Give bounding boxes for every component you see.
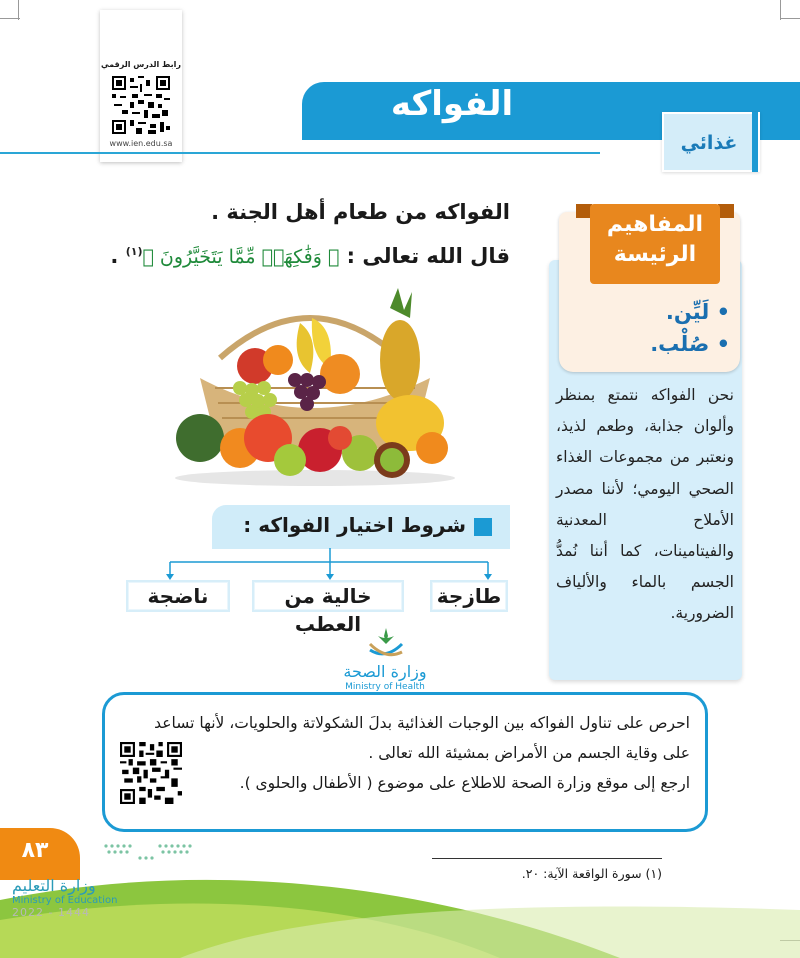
condition-option: ناضجة	[126, 580, 230, 612]
health-tip-line: احرص على تناول الفواكه بين الوجبات الغذائية بدلَ الشكولاتة والحلويات، لأنها تساعد	[154, 714, 690, 732]
intro-line-2-suffix: .	[110, 244, 119, 268]
moh-arabic-name: وزارة الصحة	[343, 662, 427, 681]
crop-mark	[0, 18, 20, 19]
top-divider-line	[0, 152, 600, 154]
qr-url[interactable]: www.ien.edu.sa	[109, 139, 173, 148]
intro-text	[90, 192, 510, 277]
moh-qr-code-icon[interactable]	[120, 742, 182, 804]
intro-line-1: الفواكه من طعام أهل الجنة .	[211, 200, 510, 224]
health-tip-text	[130, 708, 690, 798]
condition-option: خالية من العطب	[252, 580, 404, 612]
fruit-basket-image	[160, 288, 470, 488]
lesson-qr-card[interactable]	[100, 10, 182, 162]
unit-tag-label: غذائي	[680, 132, 738, 154]
key-concept-item: • لَيِّن.	[665, 300, 730, 324]
key-concepts-heading	[590, 204, 720, 284]
footnote-text: (١) سورة الواقعة الآية: ٢٠.	[521, 866, 662, 881]
key-concepts-list	[600, 296, 730, 360]
moe-english-name: Ministry of Education	[12, 895, 118, 906]
key-concepts-title-line1: المفاهيم	[606, 212, 704, 237]
unit-tag-strip	[752, 112, 758, 172]
ribbon-fold-right	[718, 204, 734, 218]
qr-caption: رابط الدرس الرقمي	[101, 60, 181, 69]
square-bullet-icon	[474, 518, 492, 536]
intro-line-2	[90, 232, 510, 277]
unit-tag	[662, 112, 760, 172]
moe-year: 2022 - 1444	[12, 906, 90, 919]
key-concepts-title-line2: الرئيسة	[613, 242, 697, 267]
key-concept-item: • صُلْب.	[650, 332, 730, 356]
footnote-divider	[432, 858, 662, 859]
conditions-heading-bar	[212, 505, 510, 549]
ministry-of-health-logo	[330, 626, 440, 696]
key-concepts-paragraph: نحن الفواكه نتمتع بمنظر وألوان جذابة، وطعم لذيذ، ونعتبر من مجموعات الغذاء الصحي اليومي؛ لأننا مصدر الأملاح المعدنية والفيتامينات، كما أننا نُمدُّ الجسم بالماء والألياف الضرورية.	[556, 386, 734, 623]
crop-mark	[18, 0, 19, 20]
page-number-tab	[0, 828, 80, 880]
health-tip-line: على وقاية الجسم من الأمراض بمشيئة الله تعالى .	[368, 744, 690, 762]
crop-mark	[780, 18, 800, 19]
moh-emblem-icon	[366, 626, 406, 662]
quran-verse: ﴿ وَفَٰكِهَةٖ مِّمَّا يَتَخَيَّرُونَ ﴾	[142, 246, 340, 268]
crop-mark	[780, 0, 781, 20]
health-tip-line: ارجع إلى موقع وزارة الصحة للاطلاع على موضوع ( الأطفال والحلوى ).	[239, 774, 690, 792]
moh-english-name: Ministry of Health	[345, 682, 425, 692]
intro-line-2-prefix: قال الله تعالى :	[346, 244, 510, 268]
lesson-title: الفواكه	[390, 84, 514, 124]
qr-code-icon[interactable]	[112, 76, 170, 134]
ministry-of-education-logo	[12, 876, 162, 919]
decorative-dots	[100, 840, 200, 862]
page-number: ٨٣	[21, 838, 49, 863]
moe-arabic-name: وزارة التعليم	[12, 876, 96, 895]
footnote-ref[interactable]: (١)	[125, 245, 143, 258]
condition-option: طازجة	[430, 580, 508, 612]
conditions-heading: شروط اختيار الفواكه :	[243, 513, 466, 537]
